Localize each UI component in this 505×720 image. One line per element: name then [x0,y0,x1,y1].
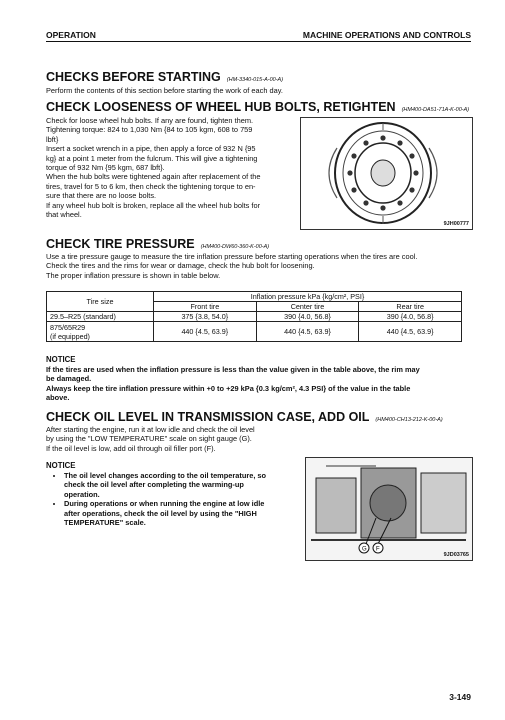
tire-pressure-table [46,291,462,342]
list-item [64,499,309,527]
wheel-hub-instructions [46,116,296,219]
bullet-line: • During operations or when running the engine at low idle [64,499,265,509]
instruction-line: When the hub bolts were tightened again after replacement of the [46,172,261,182]
list-item [64,471,309,499]
section-code: (HM400-DW60-360-K-00-A) [200,244,270,250]
notice-line: be damaged. [46,374,92,384]
page-number: 3-149 [449,692,471,702]
instruction-line: Tightening torque: 824 to 1,030 Nm {84 to 105 kgm, 608 to 759 [46,125,253,135]
label-g: G [362,546,367,553]
intro-text: Perform the contents of this section before starting the work of each day. [46,86,283,95]
section-title-checks-before-starting [46,70,283,84]
table-cell-size [47,322,154,342]
table-header-tire-size: Tire size [47,292,154,312]
bullet-line: after operations, check the oil level by using the "HIGH [64,508,257,518]
tire-size-line: 875/65R29 [50,322,86,332]
instruction-line: After starting the engine, run it at low idle and check the oil level [46,425,255,434]
instruction-line: Check for loose wheel hub bolts. If any are found, tighten them. [46,116,254,125]
section-title-transmission-oil [46,410,443,424]
header-section-left: OPERATION [46,30,96,40]
tire-size-note: (if equipped) [50,331,90,341]
table-header-inflation-pressure: Inflation pressure kPa {kg/cm², PSI} [154,292,462,302]
table-cell: 440 {4.5, 63.9} [359,322,462,342]
table-row [47,312,462,322]
transmission-oil-instructions [46,425,306,453]
instruction-line: torque of 932 Nm {95 kgm, 687 lbft}. [46,163,165,173]
bullet-line: TEMPERATURE" scale. [64,518,146,528]
table-cell: 375 {3.8, 54.0} [154,312,257,322]
instruction-line: lbft} [46,134,59,144]
table-row [47,322,462,342]
transmission-illustration [305,457,473,561]
instruction-line: tires, travel for 5 to 6 km, then check the tightening torque to en- [46,181,256,191]
figure-code: 9JH00777 [443,221,469,227]
section-title-text: CHECKS BEFORE STARTING [46,70,221,84]
notice-line: Always keep the tire inflation pressure within +0 to +29 kPa {0.3 kg/cm², 4.3 PSI} of the value in the table [46,383,411,393]
wheel-hub-drawing [301,118,472,229]
wheel-hub-illustration [300,117,473,230]
instruction-line: The proper inflation pressure is shown in table below. [46,270,221,280]
instruction-line: If the oil level is low, add oil through oil filler port (F). [46,443,216,453]
section-code: (HM400-DA51-71A-K-00-A) [401,107,470,113]
label-f: F [376,546,380,553]
notice-line: If the tires are used when the inflation pressure is less than the value given in the table above, the rim may [46,365,420,374]
header-section-right: MACHINE OPERATIONS AND CONTROLS [302,30,471,40]
table-cell-size: 29.5–R25 (standard) [47,312,154,322]
notice-title: NOTICE [46,355,76,364]
section-code: (HM-3340-015-A-00-A) [226,77,284,83]
table-cell: 390 {4.0, 56.8} [256,312,359,322]
instruction-line: Use a tire pressure gauge to measure the tire inflation pressure before starting operations when the tires are cool. [46,252,418,261]
table-header-front: Front tire [154,302,257,312]
table-cell: 390 {4.0, 56.8} [359,312,462,322]
bullet-line: check the oil level after completing the warming-up [64,480,244,490]
table-header-rear: Rear tire [359,302,462,312]
section-title-text: CHECK TIRE PRESSURE [46,237,195,251]
header-rule [46,41,471,42]
section-title-tire-pressure [46,237,269,251]
notice-line: above. [46,393,70,403]
bullet-line: operation. [64,489,100,499]
section-title-text: CHECK LOOSENESS OF WHEEL HUB BOLTS, RETIGHTEN [46,100,396,114]
notice-title: NOTICE [46,461,76,470]
section-code: (HM400-CH13-212-K-00-A) [375,417,443,423]
tire-pressure-instructions [46,252,471,280]
section-title-wheel-hub-bolts [46,100,469,114]
bullet-line: • The oil level changes according to the oil temperature, so [64,471,267,480]
instruction-line: kg} at a point 1 meter from the fulcrum. This will give a tightening [46,153,258,163]
table-cell: 440 {4.5, 63.9} [256,322,359,342]
tire-notice-text [46,365,476,403]
table-header-center: Center tire [256,302,359,312]
instruction-line: sure that there are no loose bolts. [46,191,157,201]
transmission-drawing [306,458,472,560]
instruction-line: If any wheel hub bolt is broken, replace all the wheel hub bolts for [46,200,261,210]
instruction-line: Check the tires and the rims for wear or damage, check the hub bolt for loosening. [46,261,315,271]
table-cell: 440 {4.5, 63.9} [154,322,257,342]
instruction-line: Insert a socket wrench in a pipe, then apply a force of 932 N {95 [46,144,256,154]
figure-code: 9JD03765 [443,552,469,558]
oil-notice-list [50,471,309,527]
section-title-text: CHECK OIL LEVEL IN TRANSMISSION CASE, ADD OIL [46,410,370,424]
instruction-line: that wheel. [46,210,82,220]
instruction-line: by using the "LOW TEMPERATURE" scale on sight gauge (G). [46,434,252,444]
